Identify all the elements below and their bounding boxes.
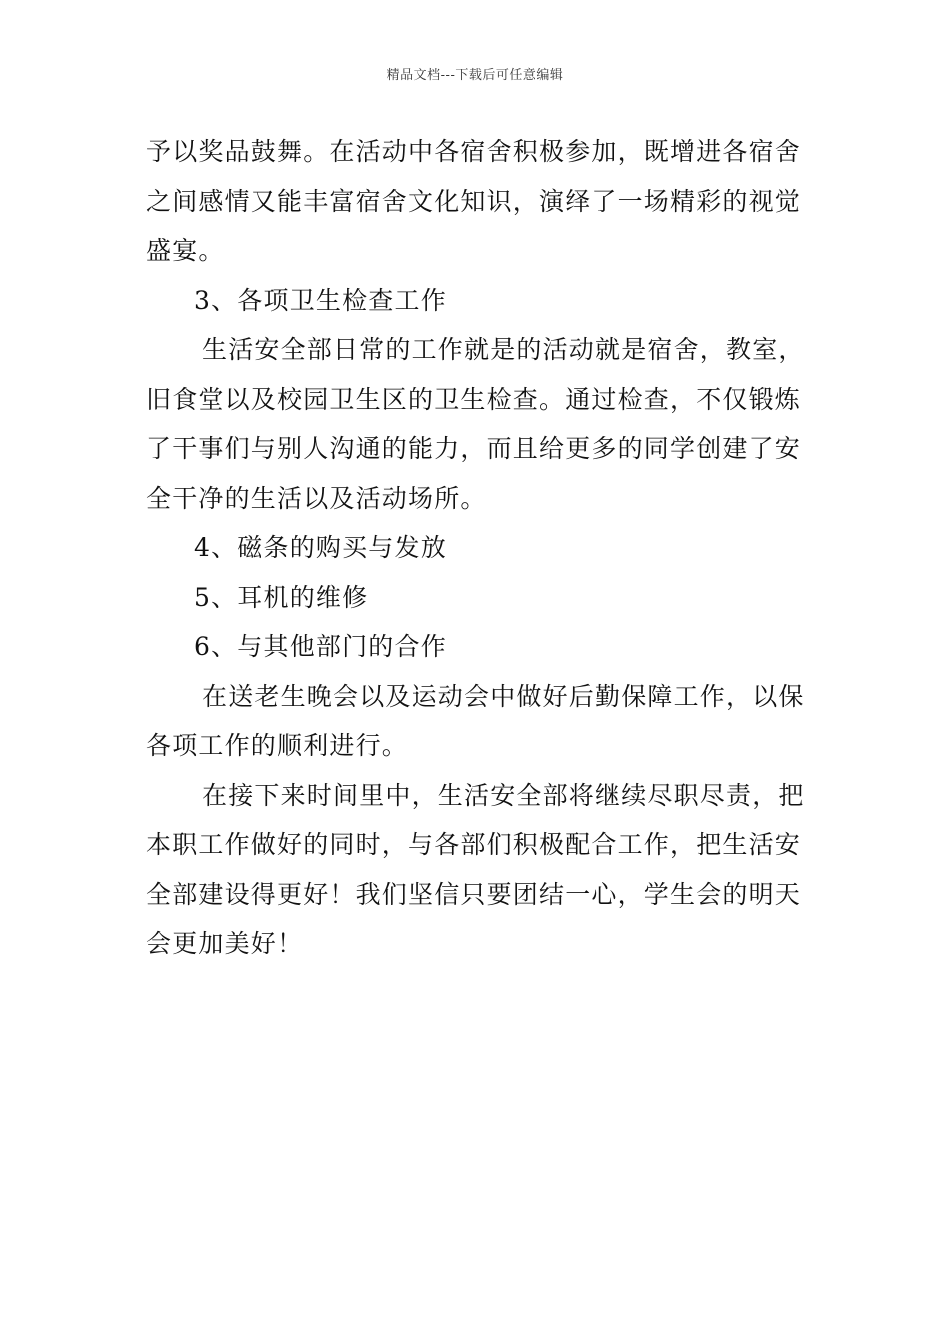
section-heading-magnetic-strips: 4、磁条的购买与发放 [194,533,447,562]
section-heading-headphone-repair: 5、耳机的维修 [194,582,369,612]
paragraph-prize-encouragement: 予以奖品鼓舞。在活动中各宿舍积极参加，既增进各宿舍之间感情又能丰富宿舍文化知识，演绎了一场精彩的视觉盛宴。 [146,137,802,265]
paragraph-conclusion: 在接下来时间里中，生活安全部将继续尽职尽责，把本职工作做好的同时，与各部们积极配合工作，把生活安全部建设得更好！我们坚信只要团结一心，学生会的明天会更加美好！ [146,780,805,958]
document-body [146,127,808,969]
section-heading-cooperation: 6、与其他部门的合作 [194,632,447,661]
page-header: 精品文档---下载后可任意编辑 [386,68,564,83]
paragraph-hygiene-inspection: 生活安全部日常的工作就是的活动就是宿舍，教室，旧食堂以及校园卫生区的卫生检查。通过检查，不仅锻炼了干事们与别人沟通的能力，而且给更多的同学创建了安全干净的生活以及活动场所。 [146,335,805,513]
paragraph-logistics-support: 在送老生晚会以及运动会中做好后勤保障工作，以保各项工作的顺利进行。 [146,681,805,760]
section-heading-hygiene-inspection: 3、各项卫生检查工作 [194,285,447,315]
